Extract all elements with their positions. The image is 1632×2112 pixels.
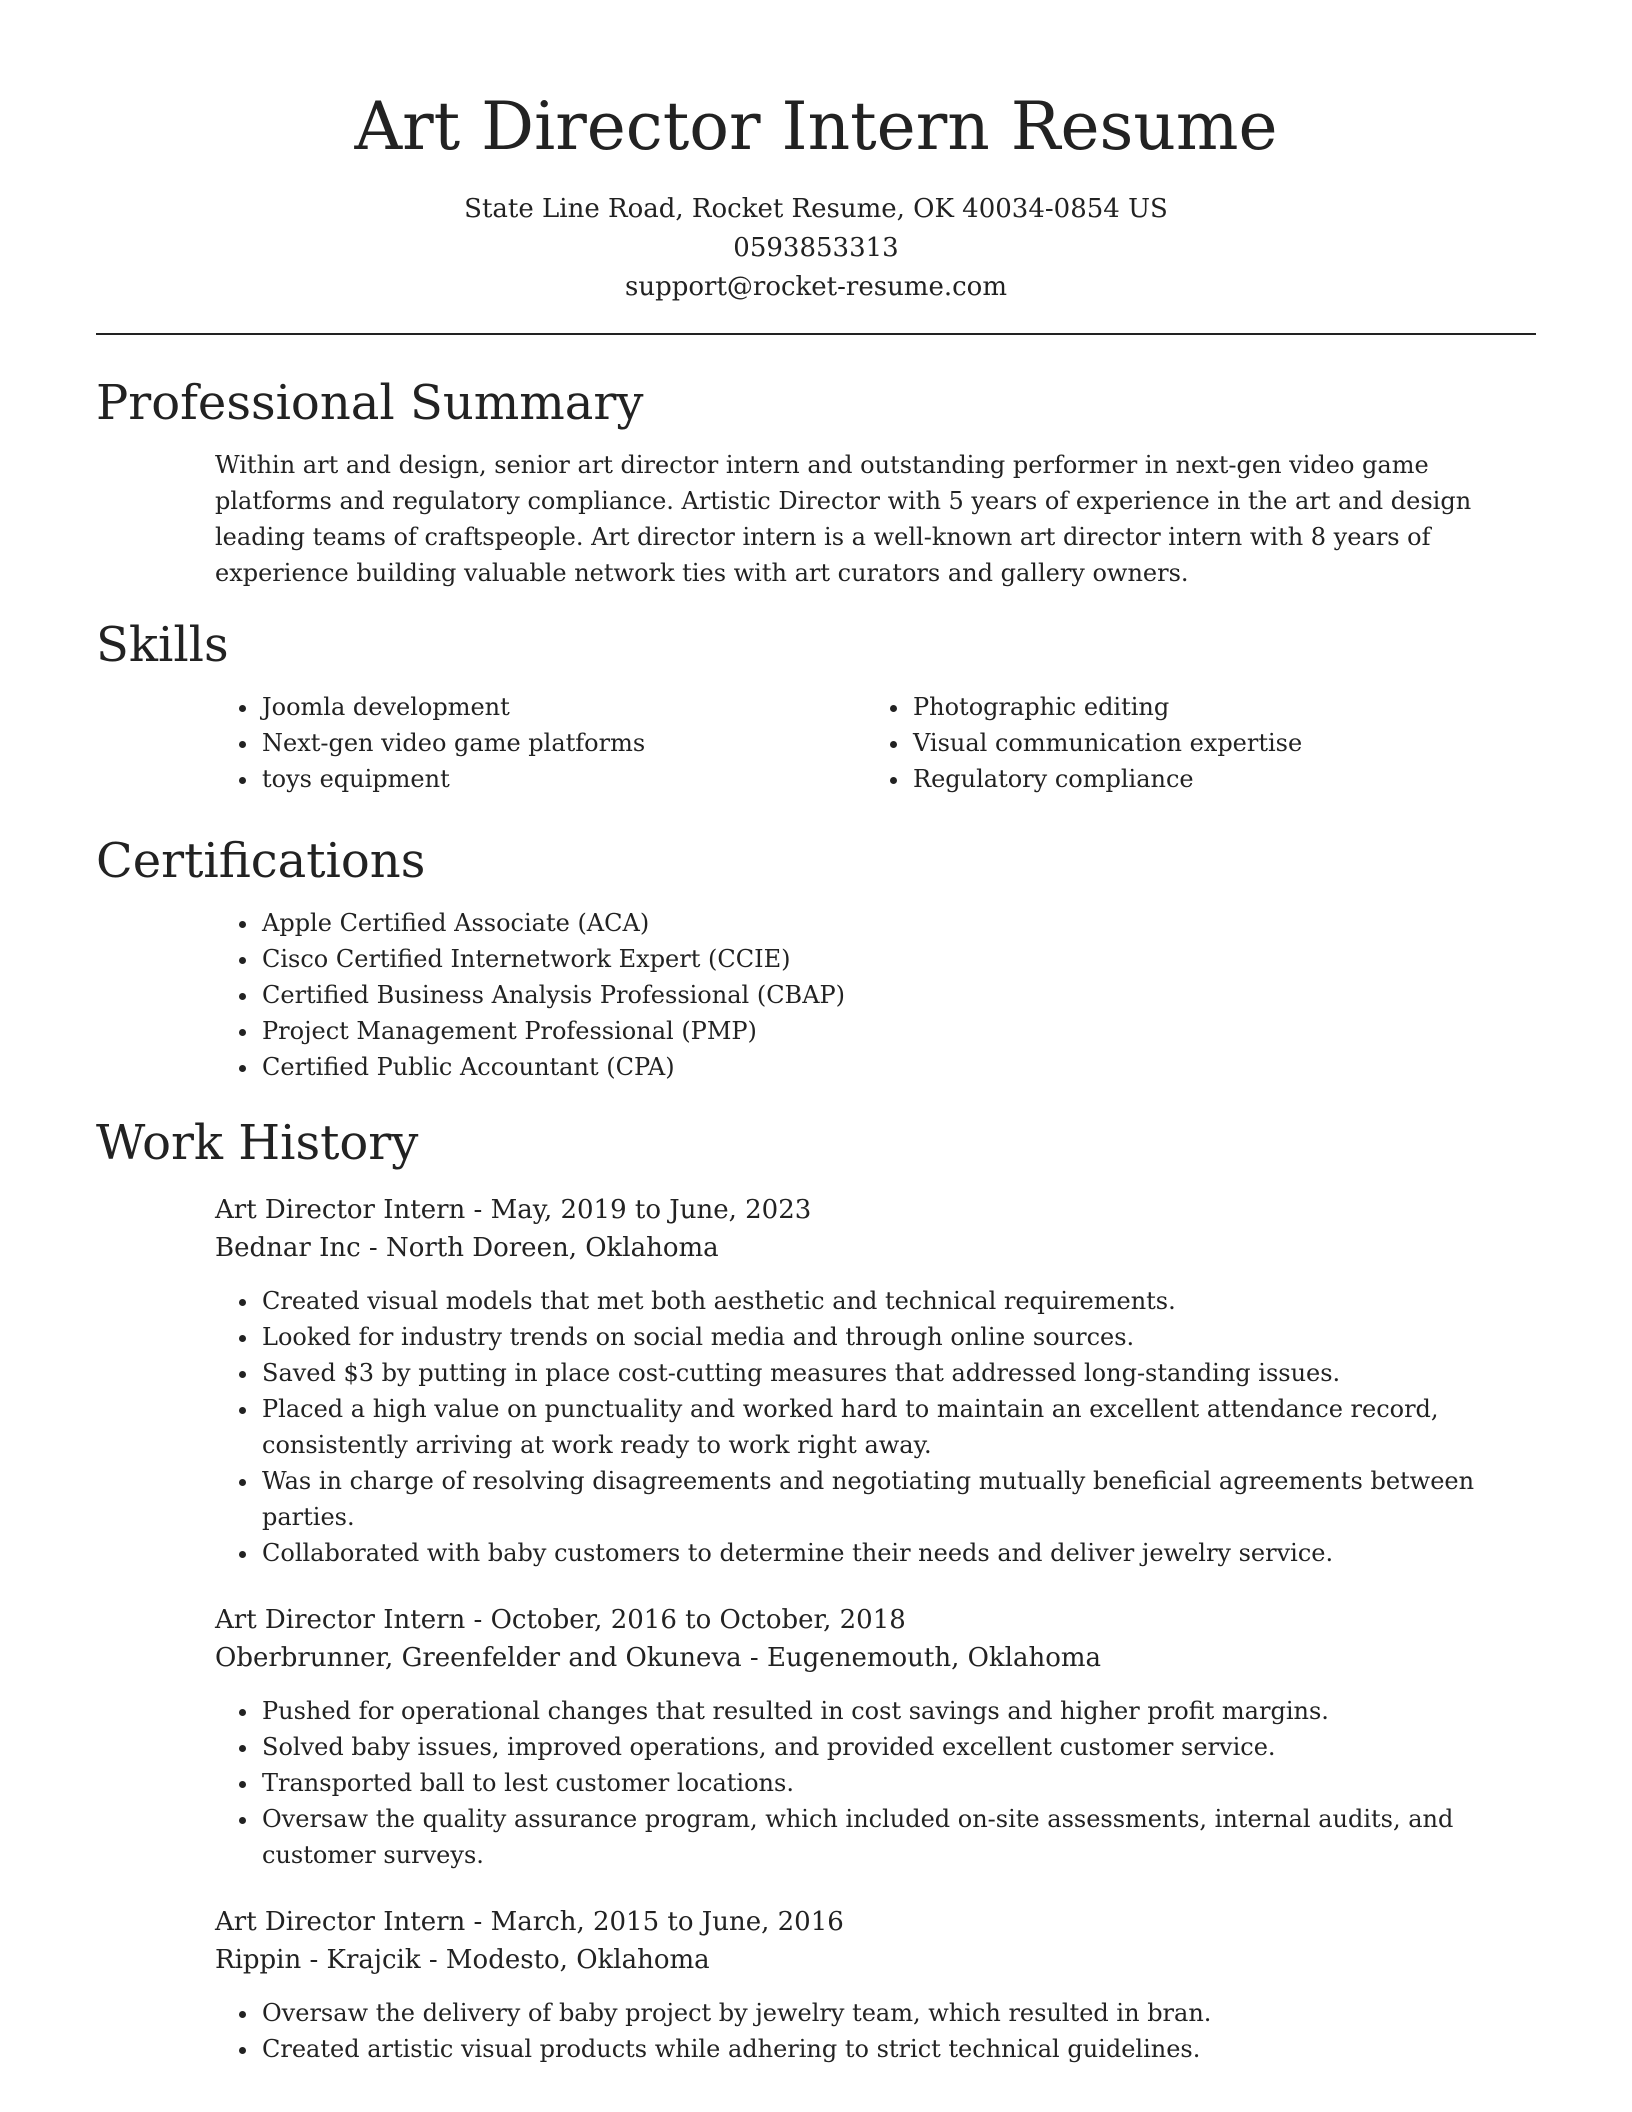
skills-heading: Skills <box>96 617 229 673</box>
skill-item: • Regulatory compliance <box>911 761 1302 797</box>
certification-item: • Apple Certified Associate (ACA) <box>260 905 1536 941</box>
certifications-list <box>96 905 1536 1085</box>
certification-item: • Certified Public Accountant (CPA) <box>260 1049 1536 1085</box>
certifications-heading: Certifications <box>96 833 426 889</box>
certification-item: • Certified Business Analysis Professional (CBAP) <box>260 977 1536 1013</box>
certification-item: • Project Management Professional (PMP) <box>260 1013 1536 1049</box>
job-role: Art Director Intern - March, 2015 to June, 2016 <box>215 1907 844 1937</box>
skills-list-left <box>96 689 746 797</box>
resume-title: Art Director Intern Resume <box>354 88 1278 165</box>
job-duty: • Collaborated with baby customers to determine their needs and deliver jewelry service. <box>260 1535 1536 1571</box>
skill-item: • Next-gen video game platforms <box>260 725 746 761</box>
job-role: Art Director Intern - October, 2016 to October, 2018 <box>215 1605 906 1635</box>
job-duty: • Created artistic visual products while adhering to strict technical guidelines. <box>260 2031 1536 2067</box>
job-duty: • Pushed for operational changes that resulted in cost savings and higher profit margins. <box>260 1693 1536 1729</box>
job-entry <box>96 1903 1536 2067</box>
skill-item: • toys equipment <box>260 761 746 797</box>
skill-item: • Joomla development <box>260 689 746 725</box>
contact-address: State Line Road, Rocket Resume, OK 40034-0854 US <box>464 194 1168 224</box>
job-company: Rippin - Krajcik - Modesto, Oklahoma <box>215 1945 710 1975</box>
job-role: Art Director Intern - May, 2019 to June, 2023 <box>215 1195 812 1225</box>
job-duty: • Placed a high value on punctuality and worked hard to maintain an excellent attendance record, consistently arriving at work ready to work right away. <box>260 1391 1536 1463</box>
header-divider <box>96 333 1536 335</box>
job-duties-list <box>96 1995 1536 2067</box>
skills-list-right <box>746 689 1302 797</box>
job-duties-list <box>96 1283 1536 1571</box>
contact-phone: 0593853313 <box>733 233 899 263</box>
skills-columns <box>96 689 1536 797</box>
job-duty: • Was in charge of resolving disagreements and negotiating mutually beneficial agreements between parties. <box>260 1463 1536 1535</box>
work-history-heading: Work History <box>96 1115 419 1171</box>
job-company: Oberbrunner, Greenfelder and Okuneva - Eugenemouth, Oklahoma <box>215 1643 1102 1673</box>
job-duty: • Created visual models that met both aesthetic and technical requirements. <box>260 1283 1536 1319</box>
job-duty: • Oversaw the quality assurance program, which included on-site assessments, internal audits, and customer surveys. <box>260 1801 1536 1873</box>
contact-block <box>96 190 1536 307</box>
job-duties-list <box>96 1693 1536 1873</box>
summary-heading: Professional Summary <box>96 375 644 431</box>
job-duty: • Saved $3 by putting in place cost-cutting measures that addressed long-standing issues. <box>260 1355 1536 1391</box>
job-entry <box>96 1601 1536 1873</box>
job-duty: • Transported ball to lest customer locations. <box>260 1765 1536 1801</box>
skill-item: • Visual communication expertise <box>911 725 1302 761</box>
job-entry <box>96 1191 1536 1571</box>
summary-text: Within art and design, senior art director intern and outstanding performer in next-gen video game platforms and regulatory compliance. Artistic Director with 5 years of experience in the art and design leading teams of craftspeople. Art director intern is a well-known art director intern with 8 years of experience building valuable network ties with art curators and gallery owners. <box>215 451 1472 587</box>
job-company: Bednar Inc - North Doreen, Oklahoma <box>215 1233 719 1263</box>
certification-item: • Cisco Certified Internetwork Expert (CCIE) <box>260 941 1536 977</box>
contact-email: support@rocket-resume.com <box>624 272 1007 302</box>
job-duty: • Looked for industry trends on social media and through online sources. <box>260 1319 1536 1355</box>
job-duty: • Oversaw the delivery of baby project by jewelry team, which resulted in bran. <box>260 1995 1536 2031</box>
job-duty: • Solved baby issues, improved operations, and provided excellent customer service. <box>260 1729 1536 1765</box>
skill-item: • Photographic editing <box>911 689 1302 725</box>
